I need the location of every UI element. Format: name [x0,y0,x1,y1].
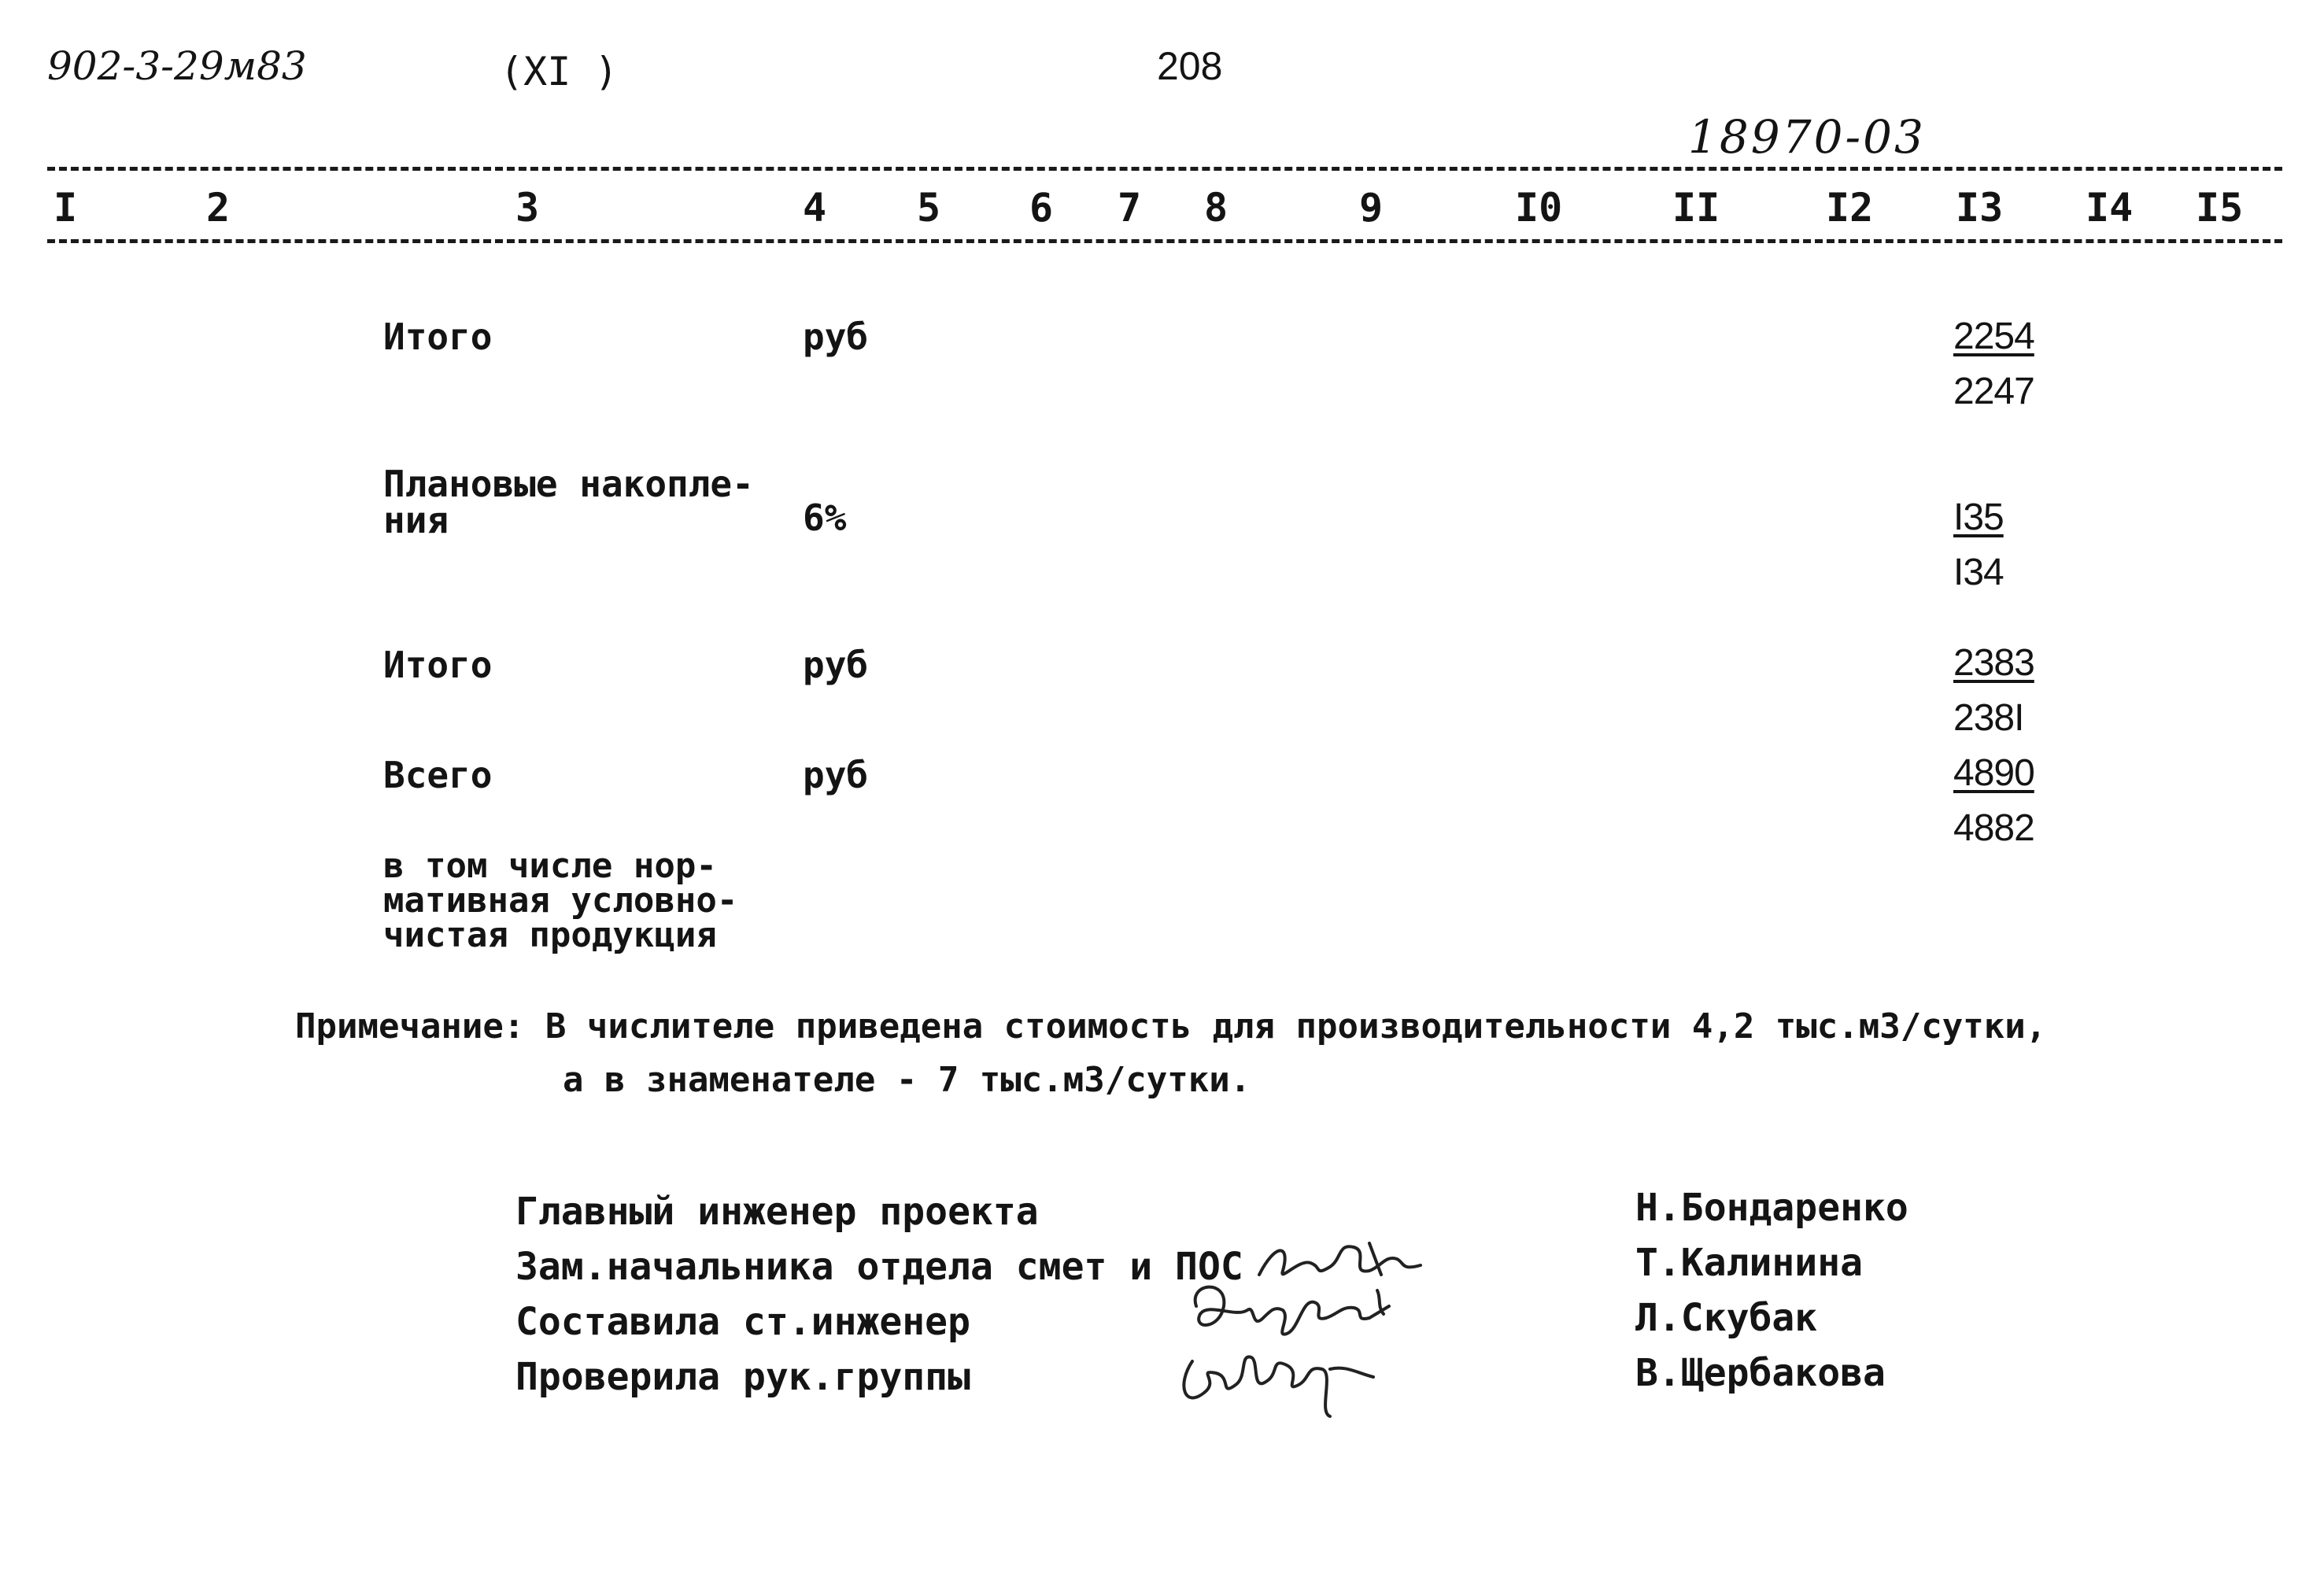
header-rule-top [47,167,2282,171]
role-checked-by: Проверила рук.группы [515,1355,970,1399]
row-unit-2: 6% [803,497,847,539]
name-bondarenko: Н.Бондаренко [1635,1186,1908,1230]
document-code: 902-3-29м83 [47,43,307,89]
column-number-11: II [1672,185,1720,231]
row-label-total: Всего [383,754,493,796]
row-label-incl-line2: мативная условно- [383,880,738,921]
row-numerator-2: I35 [1953,497,2004,538]
row-unit-4: руб [803,754,869,796]
section-number: (XI ) [500,49,619,94]
document-number: 18970-03 [1688,110,1926,164]
header-rule-bottom [47,239,2282,243]
row-denominator-4: 4882 [1953,807,2034,849]
column-number-2: 2 [206,185,231,231]
row-label-incl-line1: в том числе нор- [383,846,717,886]
column-number-1: I [54,185,78,231]
name-shcherbakova: В.Щербакова [1635,1351,1886,1395]
row-numerator-1: 2254 [1953,316,2034,357]
row-label-itogo-1: Итого [383,316,493,358]
note-line-2: а в знаменателе - 7 тыс.м3/сутки. [563,1060,1251,1100]
column-number-3: 3 [515,185,540,231]
column-number-5: 5 [917,185,941,231]
role-compiled-by: Составила ст.инженер [515,1300,970,1344]
name-kalinina: Т.Калинина [1635,1241,1863,1285]
signature-shcherbakova [1173,1338,1401,1424]
name-skubak: Л.Скубак [1635,1296,1818,1340]
row-numerator-3: 2383 [1953,642,2034,684]
row-unit-3: руб [803,644,869,686]
row-label-itogo-2: Итого [383,644,493,686]
row-label-planned-savings-line1: Плановые накопле- [383,463,754,505]
column-number-12: I2 [1826,185,1874,231]
row-numerator-4: 4890 [1953,752,2034,794]
note-line-1: Примечание: В числителе приведена стоимость для производительности 4,2 тыс.м3/сутки, [295,1006,2047,1047]
column-number-8: 8 [1204,185,1229,231]
signature-skubak [1180,1275,1417,1346]
column-number-6: 6 [1029,185,1054,231]
row-denominator-1: 2247 [1953,371,2034,412]
role-chief-engineer: Главный инженер проекта [515,1190,1039,1234]
column-number-4: 4 [803,185,827,231]
column-number-7: 7 [1118,185,1142,231]
row-label-incl-line3: чистая продукция [383,915,717,955]
row-label-planned-savings-line2: ния [383,499,449,541]
column-number-13: I3 [1956,185,2004,231]
column-number-9: 9 [1359,185,1384,231]
column-number-10: I0 [1515,185,1563,231]
column-number-14: I4 [2086,185,2134,231]
role-deputy-head: Зам.начальника отдела смет и ПОС [515,1245,1243,1289]
row-denominator-2: I34 [1953,552,2004,593]
column-number-15: I5 [2196,185,2244,231]
row-unit-1: руб [803,316,869,358]
page-number: 208 [1157,44,1223,88]
row-denominator-3: 238I [1953,697,2024,739]
